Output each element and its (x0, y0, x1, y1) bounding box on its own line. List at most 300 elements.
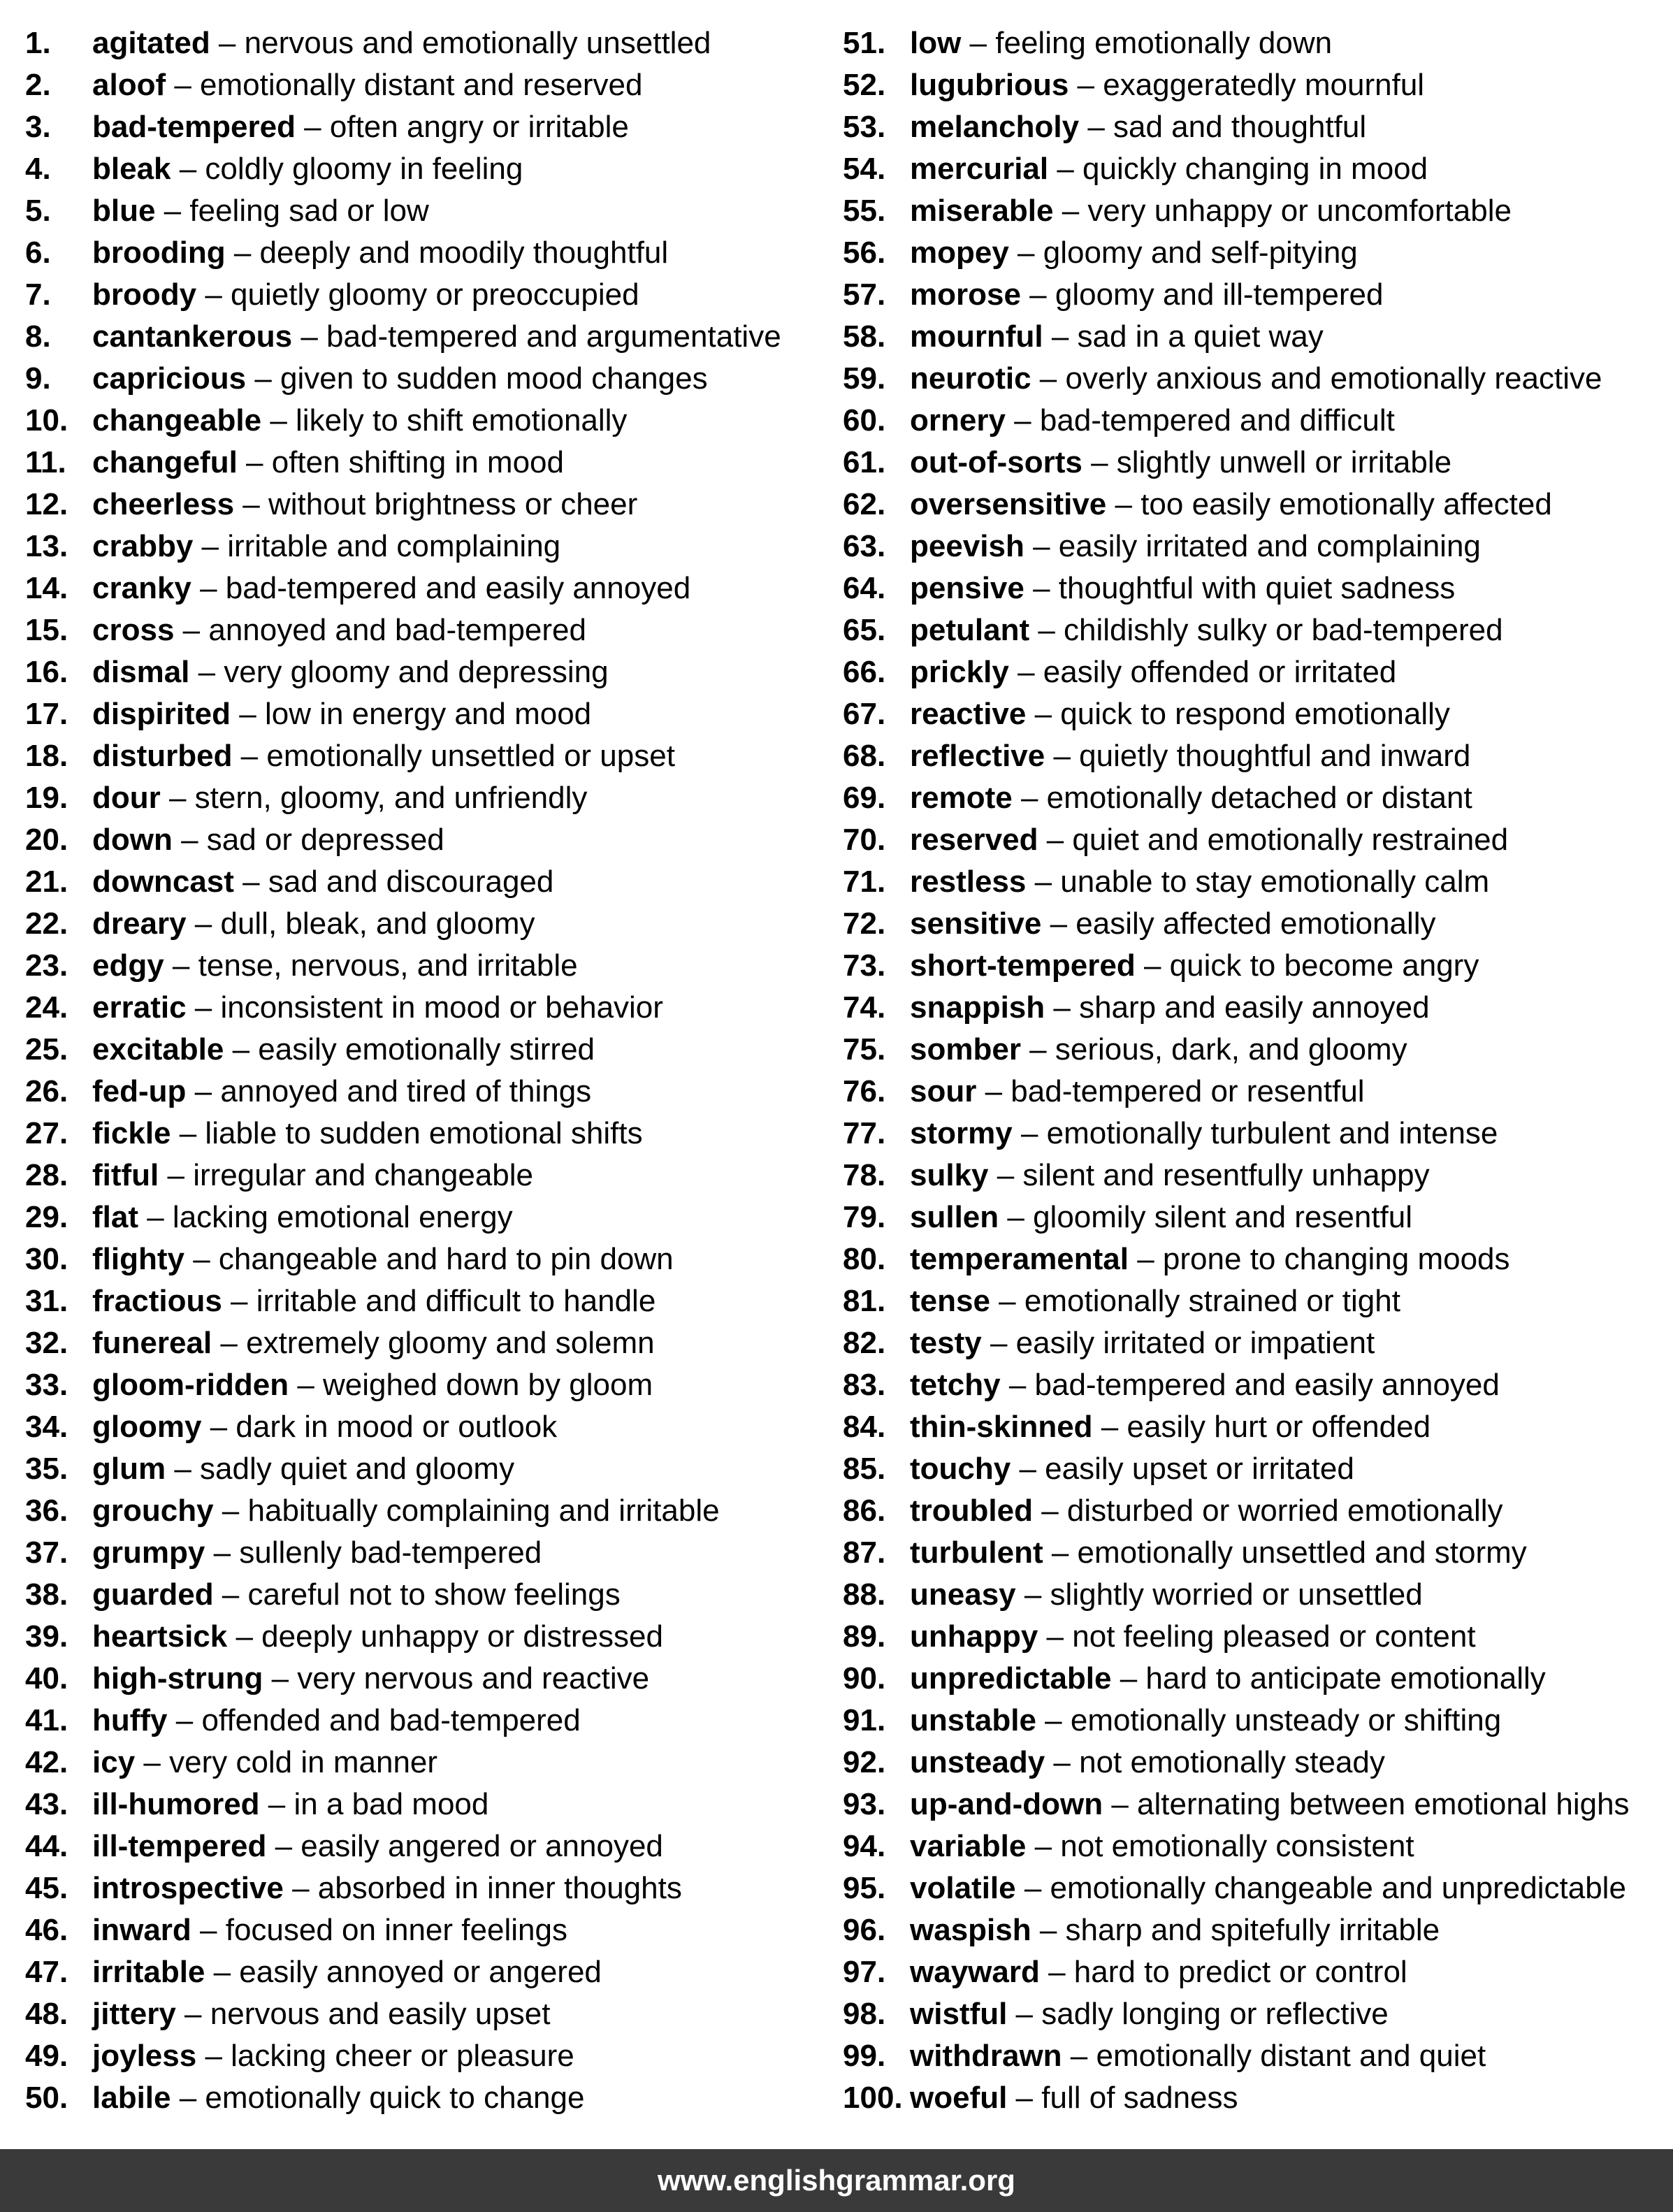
list-item (843, 316, 1660, 358)
item-word: fed-up (92, 1074, 187, 1108)
item-word: ill-tempered (92, 1829, 267, 1863)
item-text (92, 1700, 581, 1742)
item-definition: – dull, bleak, and gloomy (186, 906, 535, 941)
item-definition: – annoyed and bad-tempered (174, 613, 586, 647)
list-item (843, 358, 1660, 400)
item-word: low (910, 26, 962, 60)
item-definition: – hard to anticipate emotionally (1111, 1661, 1546, 1696)
item-text (910, 106, 1366, 148)
item-text (910, 1951, 1407, 1993)
item-text (92, 819, 444, 861)
list-item (843, 22, 1660, 64)
list-item (843, 903, 1660, 945)
item-text (92, 2077, 584, 2119)
item-word: sulky (910, 1158, 989, 1192)
item-text (910, 1448, 1354, 1490)
item-definition: – nervous and emotionally unsettled (210, 26, 711, 60)
item-number: 60. (843, 403, 886, 438)
item-definition: – silent and resentfully unhappy (988, 1158, 1430, 1192)
item-definition: – alternating between emotional highs (1103, 1787, 1630, 1821)
item-word: cantankerous (92, 319, 293, 354)
item-word: lugubrious (910, 68, 1069, 102)
item-number: 77. (843, 1116, 886, 1150)
list-item (25, 64, 829, 106)
list-item (25, 2035, 829, 2077)
list-item (25, 1406, 829, 1448)
list-item (25, 148, 829, 190)
list-item (25, 1742, 829, 1784)
item-text (910, 1406, 1431, 1448)
list-item (25, 400, 829, 442)
item-text (910, 526, 1481, 568)
item-word: miserable (910, 194, 1054, 228)
item-number: 54. (843, 152, 886, 186)
item-word: oversensitive (910, 487, 1107, 521)
item-definition: – disturbed or worried emotionally (1032, 1494, 1503, 1528)
item-text (92, 1406, 557, 1448)
list-item (843, 1909, 1660, 1951)
list-item (25, 1784, 829, 1826)
item-definition: – quickly changing in mood (1048, 152, 1428, 186)
item-word: wayward (910, 1955, 1040, 1989)
item-definition: – serious, dark, and gloomy (1020, 1032, 1407, 1067)
item-text (910, 861, 1489, 903)
item-definition: – easily annoyed or angered (205, 1955, 602, 1989)
item-number: 65. (843, 613, 886, 647)
list-item (25, 1616, 829, 1658)
item-text (92, 232, 668, 274)
item-number: 49. (25, 2039, 68, 2073)
item-word: grumpy (92, 1535, 205, 1570)
item-number: 15. (25, 613, 68, 647)
item-number: 81. (843, 1284, 886, 1318)
item-word: capricious (92, 361, 247, 396)
item-number: 78. (843, 1158, 886, 1192)
item-number: 24. (25, 990, 68, 1025)
item-text (92, 1993, 551, 2035)
item-text (92, 651, 609, 693)
item-text (910, 1490, 1503, 1532)
item-number: 82. (843, 1326, 886, 1360)
item-word: broody (92, 277, 197, 312)
item-text (910, 22, 1332, 64)
item-definition: – sad and thoughtful (1079, 110, 1367, 144)
item-number: 39. (25, 1619, 68, 1654)
item-text (910, 903, 1436, 945)
item-text (92, 190, 429, 232)
item-text (910, 1616, 1476, 1658)
list-item (25, 1700, 829, 1742)
item-number: 72. (843, 906, 886, 941)
list-item (843, 1784, 1660, 1826)
item-definition: – gloomy and self-pitying (1008, 236, 1358, 270)
item-number: 2. (25, 68, 51, 102)
list-item (25, 1658, 829, 1700)
item-definition: – deeply and moodily thoughtful (225, 236, 669, 270)
item-definition: – changeable and hard to pin down (184, 1242, 674, 1276)
item-number: 17. (25, 697, 68, 731)
item-text (92, 442, 564, 484)
list-item (25, 1448, 829, 1490)
item-word: sour (910, 1074, 977, 1108)
list-item (25, 190, 829, 232)
item-word: up-and-down (910, 1787, 1103, 1821)
item-number: 79. (843, 1200, 886, 1234)
item-word: downcast (92, 865, 234, 899)
item-text (910, 1029, 1407, 1071)
item-number: 50. (25, 2081, 68, 2115)
list-item (843, 148, 1660, 190)
item-word: joyless (92, 2039, 197, 2073)
item-text (92, 316, 781, 358)
item-definition: – lacking cheer or pleasure (196, 2039, 574, 2073)
list-item (843, 64, 1660, 106)
item-text (910, 609, 1503, 651)
item-text (910, 1280, 1400, 1322)
item-word: waspish (910, 1913, 1031, 1947)
item-number: 83. (843, 1368, 886, 1402)
item-number: 84. (843, 1410, 886, 1444)
item-text (92, 777, 587, 819)
item-number: 56. (843, 236, 886, 270)
list-item (843, 1742, 1660, 1784)
item-word: funereal (92, 1326, 212, 1360)
item-number: 73. (843, 948, 886, 983)
item-definition: – often shifting in mood (237, 445, 564, 479)
item-number: 52. (843, 68, 886, 102)
item-word: somber (910, 1032, 1021, 1067)
list-item (25, 484, 829, 526)
word-list-column-left (25, 22, 829, 2119)
item-definition: – emotionally distant and reserved (166, 68, 643, 102)
list-item (843, 1071, 1660, 1113)
item-number: 75. (843, 1032, 886, 1067)
item-word: gloomy (92, 1410, 202, 1444)
list-item (25, 609, 829, 651)
list-item (843, 1113, 1660, 1155)
item-word: stormy (910, 1116, 1013, 1150)
list-item (25, 1951, 829, 1993)
item-number: 7. (25, 277, 51, 312)
item-word: fractious (92, 1284, 222, 1318)
item-definition: – overly anxious and emotionally reactive (1031, 361, 1602, 396)
list-item (843, 1700, 1660, 1742)
item-text (910, 2077, 1238, 2119)
item-word: turbulent (910, 1535, 1043, 1570)
item-text (92, 1238, 674, 1280)
item-definition: – emotionally unsettled and stormy (1043, 1535, 1527, 1570)
item-word: jittery (92, 1997, 176, 2031)
item-definition: – irritable and complaining (193, 529, 561, 563)
item-number: 93. (843, 1787, 886, 1821)
item-number: 57. (843, 277, 886, 312)
item-word: dour (92, 781, 161, 815)
item-number: 47. (25, 1955, 68, 1989)
item-number: 70. (843, 823, 886, 857)
item-text (92, 1322, 655, 1364)
list-item (25, 1993, 829, 2035)
item-text (910, 945, 1479, 987)
list-item (843, 1197, 1660, 1238)
item-number: 46. (25, 1913, 68, 1947)
item-number: 92. (843, 1745, 886, 1779)
item-word: crabby (92, 529, 194, 563)
item-word: reactive (910, 697, 1027, 731)
item-text (92, 106, 629, 148)
list-item (843, 1490, 1660, 1532)
item-number: 90. (843, 1661, 886, 1696)
item-number: 51. (843, 26, 886, 60)
item-text (910, 1658, 1546, 1700)
item-word: thin-skinned (910, 1410, 1093, 1444)
item-definition: – too easily emotionally affected (1106, 487, 1552, 521)
item-definition: – gloomy and ill-tempered (1020, 277, 1384, 312)
list-item (843, 526, 1660, 568)
item-definition: – in a bad mood (259, 1787, 489, 1821)
item-word: out-of-sorts (910, 445, 1082, 479)
item-text (910, 568, 1455, 609)
item-number: 100. (843, 2081, 903, 2115)
list-item (25, 442, 829, 484)
list-item (843, 1532, 1660, 1574)
item-word: dismal (92, 655, 190, 689)
item-definition: – sadly longing or reflective (1007, 1997, 1389, 2031)
item-number: 76. (843, 1074, 886, 1108)
item-number: 59. (843, 361, 886, 396)
item-definition: – not emotionally steady (1045, 1745, 1385, 1779)
item-definition: – unable to stay emotionally calm (1026, 865, 1490, 899)
item-word: irritable (92, 1955, 205, 1989)
item-word: cross (92, 613, 175, 647)
item-number: 37. (25, 1535, 68, 1570)
item-definition: – emotionally changeable and unpredictable (1015, 1871, 1626, 1905)
item-text (910, 651, 1396, 693)
item-number: 98. (843, 1997, 886, 2031)
item-word: fickle (92, 1116, 171, 1150)
item-word: cheerless (92, 487, 235, 521)
item-number: 74. (843, 990, 886, 1025)
item-text (92, 609, 586, 651)
item-text (92, 1448, 514, 1490)
item-word: neurotic (910, 361, 1031, 396)
item-word: ornery (910, 403, 1006, 438)
footer-bar (0, 2149, 1673, 2212)
item-number: 85. (843, 1452, 886, 1486)
list-item (843, 1616, 1660, 1658)
item-number: 38. (25, 1577, 68, 1612)
item-word: excitable (92, 1032, 224, 1067)
item-number: 18. (25, 739, 68, 773)
item-definition: – offended and bad-tempered (167, 1703, 581, 1737)
item-definition: – childishly sulky or bad-tempered (1029, 613, 1503, 647)
item-word: unhappy (910, 1619, 1038, 1654)
list-item (25, 22, 829, 64)
item-text (910, 1322, 1375, 1364)
item-word: unsteady (910, 1745, 1045, 1779)
list-item (25, 1280, 829, 1322)
item-definition: – emotionally quick to change (171, 2081, 585, 2115)
item-text (910, 987, 1430, 1029)
item-number: 14. (25, 571, 68, 605)
footer-url[interactable]: www.englishgrammar.org (658, 2164, 1015, 2197)
item-text (92, 945, 578, 987)
item-text (910, 358, 1602, 400)
item-text (92, 1071, 591, 1113)
item-text (910, 274, 1383, 316)
list-item (25, 526, 829, 568)
item-number: 31. (25, 1284, 68, 1318)
item-definition: – often angry or irritable (295, 110, 629, 144)
item-word: fitful (92, 1158, 159, 1192)
item-text (910, 1742, 1385, 1784)
item-text (92, 568, 690, 609)
item-definition: – tense, nervous, and irritable (164, 948, 578, 983)
item-definition: – feeling emotionally down (961, 26, 1333, 60)
item-definition: – nervous and easily upset (175, 1997, 551, 2031)
item-text (92, 148, 523, 190)
item-definition: – irritable and difficult to handle (222, 1284, 656, 1318)
item-word: erratic (92, 990, 187, 1025)
item-number: 13. (25, 529, 68, 563)
item-definition: – sad and discouraged (233, 865, 554, 899)
list-item (25, 945, 829, 987)
item-word: high-strung (92, 1661, 263, 1696)
list-item (843, 777, 1660, 819)
item-definition: – hard to predict or control (1039, 1955, 1407, 1989)
list-item (25, 1029, 829, 1071)
item-text (910, 232, 1358, 274)
item-text (92, 903, 535, 945)
item-definition: – slightly worried or unsettled (1015, 1577, 1423, 1612)
item-word: volatile (910, 1871, 1016, 1905)
list-item (843, 945, 1660, 987)
item-text (910, 2035, 1486, 2077)
item-number: 68. (843, 739, 886, 773)
item-text (92, 1658, 649, 1700)
list-item (843, 2035, 1660, 2077)
item-definition: – emotionally unsettled or upset (232, 739, 675, 773)
item-number: 29. (25, 1200, 68, 1234)
item-text (92, 1155, 533, 1197)
item-word: reflective (910, 739, 1045, 773)
item-definition: – coldly gloomy in feeling (171, 152, 523, 186)
item-number: 41. (25, 1703, 68, 1737)
item-number: 34. (25, 1410, 68, 1444)
list-item (25, 987, 829, 1029)
item-number: 66. (843, 655, 886, 689)
item-text (910, 1867, 1626, 1909)
item-text (910, 1238, 1510, 1280)
item-number: 33. (25, 1368, 68, 1402)
item-definition: – easily upset or irritated (1011, 1452, 1354, 1486)
list-item (843, 651, 1660, 693)
item-text (92, 1197, 513, 1238)
item-word: down (92, 823, 173, 857)
item-number: 30. (25, 1242, 68, 1276)
item-definition: – inconsistent in mood or behavior (186, 990, 663, 1025)
list-item (843, 1867, 1660, 1909)
item-definition: – low in energy and mood (231, 697, 592, 731)
item-text (910, 1574, 1423, 1616)
item-definition: – very unhappy or uncomfortable (1053, 194, 1512, 228)
item-text (910, 1826, 1414, 1867)
item-number: 20. (25, 823, 68, 857)
item-definition: – extremely gloomy and solemn (212, 1326, 655, 1360)
list-item (25, 861, 829, 903)
item-word: ill-humored (92, 1787, 260, 1821)
item-text (92, 1616, 663, 1658)
item-number: 9. (25, 361, 51, 396)
item-word: aloof (92, 68, 166, 102)
item-number: 16. (25, 655, 68, 689)
item-number: 4. (25, 152, 51, 186)
list-item (843, 1951, 1660, 1993)
item-number: 88. (843, 1577, 886, 1612)
item-number: 35. (25, 1452, 68, 1486)
item-text (92, 1867, 682, 1909)
item-word: sensitive (910, 906, 1042, 941)
item-text (92, 1490, 720, 1532)
item-definition: – gloomily silent and resentful (999, 1200, 1413, 1234)
item-number: 27. (25, 1116, 68, 1150)
list-item (843, 1993, 1660, 2035)
list-item (843, 987, 1660, 1029)
item-number: 55. (843, 194, 886, 228)
item-definition: – quietly thoughtful and inward (1045, 739, 1471, 773)
item-number: 36. (25, 1494, 68, 1528)
item-text (92, 1574, 621, 1616)
item-word: melancholy (910, 110, 1080, 144)
item-definition: – easily irritated or impatient (981, 1326, 1375, 1360)
item-definition: – easily emotionally stirred (224, 1032, 595, 1067)
item-definition: – slightly unwell or irritable (1082, 445, 1452, 479)
item-definition: – sadly quiet and gloomy (166, 1452, 515, 1486)
item-definition: – easily irritated and complaining (1024, 529, 1481, 563)
item-number: 6. (25, 236, 51, 270)
list-item (843, 1155, 1660, 1197)
item-definition: – feeling sad or low (155, 194, 429, 228)
item-word: bleak (92, 152, 171, 186)
item-number: 21. (25, 865, 68, 899)
item-definition: – bad-tempered and argumentative (292, 319, 781, 354)
item-definition: – thoughtful with quiet sadness (1024, 571, 1456, 605)
item-word: wistful (910, 1997, 1008, 2031)
item-definition: – likely to shift emotionally (261, 403, 628, 438)
item-text (92, 400, 627, 442)
item-definition: – sullenly bad-tempered (205, 1535, 542, 1570)
list-item (843, 1364, 1660, 1406)
item-definition: – bad-tempered and easily annoyed (1000, 1368, 1500, 1402)
item-word: woeful (910, 2081, 1008, 2115)
item-text (910, 1700, 1501, 1742)
item-text (910, 1909, 1440, 1951)
item-definition: – easily offended or irritated (1008, 655, 1397, 689)
item-word: introspective (92, 1871, 284, 1905)
item-definition: – bad-tempered and easily annoyed (191, 571, 691, 605)
list-item (25, 1071, 829, 1113)
item-number: 99. (843, 2039, 886, 2073)
list-item (25, 1197, 829, 1238)
word-list (0, 22, 1673, 2119)
item-word: mopey (910, 236, 1009, 270)
item-definition: – without brightness or cheer (234, 487, 638, 521)
item-definition: – quick to become angry (1135, 948, 1479, 983)
item-word: disturbed (92, 739, 233, 773)
item-word: glum (92, 1452, 166, 1486)
item-number: 80. (843, 1242, 886, 1276)
item-definition: – quiet and emotionally restrained (1038, 823, 1509, 857)
item-definition: – quietly gloomy or preoccupied (196, 277, 639, 312)
